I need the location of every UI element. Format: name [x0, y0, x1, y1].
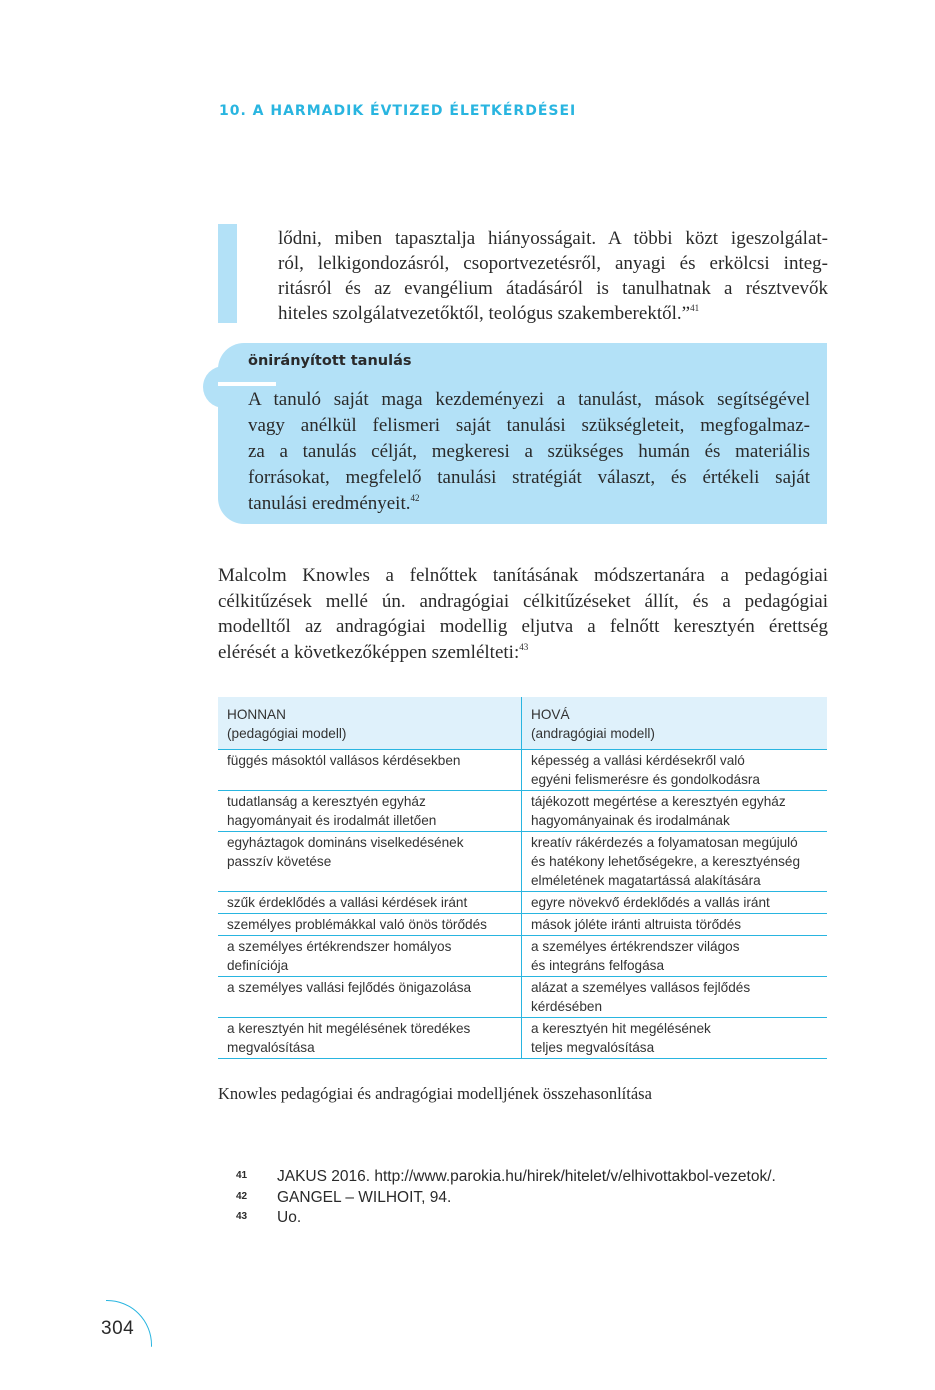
- cell-line: egyre növekvő érdeklődés a vallás iránt: [531, 895, 770, 910]
- body-line-text: elérését a következőképpen szemlélteti:: [218, 641, 520, 663]
- cell-line: hagyományait és irodalmát illetően: [227, 813, 437, 828]
- quote-line: ritásról és az evangélium átadásáról is tanulhatnak a résztvevők: [278, 278, 828, 299]
- quote-block: [278, 226, 828, 326]
- cell-line: a személyes értékrendszer világos: [531, 939, 740, 954]
- cell-from: [218, 977, 522, 1018]
- cell-line: tudatlanság a keresztyén egyház: [227, 794, 426, 809]
- body-line: modelltől az andragógiai modellig eljutva a felnőtt keresztyén érettség: [218, 616, 828, 637]
- column-header-title: HOVÁ: [531, 707, 570, 722]
- quote-line: ról, lelkigondozásról, csoportvezetésről, anyagi és erkölcsi integ-: [278, 253, 828, 274]
- cell-line: egyháztagok domináns viselkedésének: [227, 835, 464, 850]
- footnote-ref[interactable]: 42: [410, 493, 420, 503]
- cell-from: [218, 892, 522, 914]
- column-header-subtitle: (pedagógiai modell): [227, 726, 347, 741]
- column-header-from: [218, 697, 522, 750]
- cell-from: [218, 914, 522, 936]
- cell-from: [218, 1018, 522, 1059]
- footnote-text: Uo.: [277, 1209, 302, 1226]
- quote-bar: [218, 224, 237, 323]
- definition-line: [248, 491, 810, 517]
- comparison-table: [218, 697, 827, 1059]
- cell-line: a személyes értékrendszer homályos: [227, 939, 452, 954]
- body-line: célkitűzések mellé ún. andragógiai célkitűzéseket állít, és a pedagógiai: [218, 590, 828, 612]
- definition-line: za a tanulás célját, megkeresi a szükséges humán és materiális: [248, 441, 810, 462]
- cell-from: [218, 791, 522, 832]
- running-head: 10. A HARMADIK ÉVTIZED ÉLETKÉRDÉSEI: [219, 103, 577, 119]
- footnote-number: 43: [236, 1211, 248, 1222]
- cell-to: [522, 977, 828, 1018]
- page-arc-mask: [62, 1300, 106, 1350]
- table-row: [218, 1018, 827, 1059]
- body-line: Malcolm Knowles a felnőttek tanításának módszertanára a pedagógiai: [218, 565, 828, 586]
- cell-line: a keresztyén hit megélésének: [531, 1021, 711, 1036]
- cell-line: mások jóléte iránti altruista törődés: [531, 917, 742, 932]
- cell-to: [522, 914, 828, 936]
- cell-line: személyes problémákkal való önös törődés: [227, 917, 487, 932]
- column-header-to: [522, 697, 828, 750]
- footnote-number: 41: [236, 1170, 248, 1181]
- cell-line: kérdésében: [531, 999, 603, 1014]
- cell-line: a keresztyén hit megélésének töredékes: [227, 1021, 471, 1036]
- cell-line: passzív követése: [227, 854, 332, 869]
- cell-to: [522, 832, 828, 892]
- column-header-title: HONNAN: [227, 707, 286, 722]
- footnote: [236, 1168, 776, 1189]
- cell-line: a személyes vallási fejlődés önigazolása: [227, 980, 472, 995]
- cell-to: [522, 750, 828, 791]
- cell-line: szűk érdeklődés a vallási kérdések iránt: [227, 895, 468, 910]
- table-row: [218, 750, 827, 791]
- footnote-number: 42: [236, 1190, 248, 1202]
- definition-line: vagy anélkül felismeri saját tanulási szükségleteit, megfogalmaz-: [248, 415, 810, 436]
- cell-from: [218, 832, 522, 892]
- cell-line: függés másoktól vallásos kérdésekben: [227, 753, 461, 768]
- definition-line: forrásokat, megfelelő tanulási stratégiát választ, és értékeli saját: [248, 467, 810, 488]
- quote-line-text: hiteles szolgálatvezetőktől, teológus szakemberektől.”: [278, 303, 691, 324]
- table-row: [218, 892, 827, 914]
- definition-title: önirányított tanulás: [248, 353, 412, 369]
- cell-to: [522, 1018, 828, 1059]
- cell-line: kreatív rákérdezés a folyamatosan megújuló: [531, 835, 798, 850]
- quote-line: lődni, miben tapasztalja hiányosságait. A többi közt igeszolgálat-: [278, 228, 828, 249]
- cell-to: [522, 791, 828, 832]
- cell-line: képesség a vallási kérdésekről való: [531, 753, 745, 768]
- table-header-row: [218, 697, 827, 750]
- cell-line: definíciója: [227, 958, 289, 973]
- body-line: [218, 640, 828, 666]
- footnotes: [236, 1168, 776, 1230]
- table-row: [218, 977, 827, 1018]
- page-number: 304: [101, 1318, 135, 1339]
- table-row: [218, 914, 827, 936]
- cell-line: hagyományainak és irodalmának: [531, 813, 730, 828]
- cell-line: megvalósítása: [227, 1040, 315, 1055]
- body-paragraph: [218, 563, 828, 665]
- cell-line: és hatékony lehetőségekre, a keresztyénség: [531, 854, 801, 869]
- column-header-subtitle: (andragógiai modell): [531, 726, 655, 741]
- definition-line-text: tanulási eredményeit.: [248, 493, 411, 514]
- cell-line: [227, 997, 513, 1016]
- definition-text: [248, 387, 810, 517]
- table-caption: Knowles pedagógiai és andragógiai modelljének összehasonlítása: [218, 1084, 652, 1103]
- definition-line: A tanuló saját maga kezdeményezi a tanulást, mások segítségével: [248, 389, 810, 410]
- cell-to: [522, 936, 828, 977]
- footnote-ref[interactable]: 43: [519, 641, 529, 652]
- footnote-text[interactable]: JAKUS 2016. http://www.parokia.hu/hirek/hitelet/v/elhivottakbol-vezetok/.: [277, 1168, 776, 1185]
- definition-divider: [218, 382, 276, 386]
- cell-line: teljes megvalósítása: [531, 1040, 655, 1055]
- table-row: [218, 791, 827, 832]
- table-row: [218, 832, 827, 892]
- footnote: [236, 1209, 776, 1230]
- cell-line: elméletének magatartássá alakítására: [531, 873, 761, 888]
- quote-line: [278, 301, 828, 326]
- footnote-text: GANGEL – WILHOIT, 94.: [277, 1188, 452, 1206]
- cell-line: és integráns felfogása: [531, 958, 665, 973]
- cell-line: [227, 871, 513, 890]
- cell-line: egyéni felismerésre és gondolkodásra: [531, 772, 760, 787]
- cell-line: tájékozott megértése a keresztyén egyház: [531, 794, 786, 809]
- table-row: [218, 936, 827, 977]
- cell-line: alázat a személyes vallásos fejlődés: [531, 980, 751, 995]
- footnote: [236, 1189, 776, 1210]
- cell-line: [227, 770, 513, 789]
- cell-from: [218, 936, 522, 977]
- footnote-ref[interactable]: 41: [690, 303, 700, 313]
- cell-from: [218, 750, 522, 791]
- cell-to: [522, 892, 828, 914]
